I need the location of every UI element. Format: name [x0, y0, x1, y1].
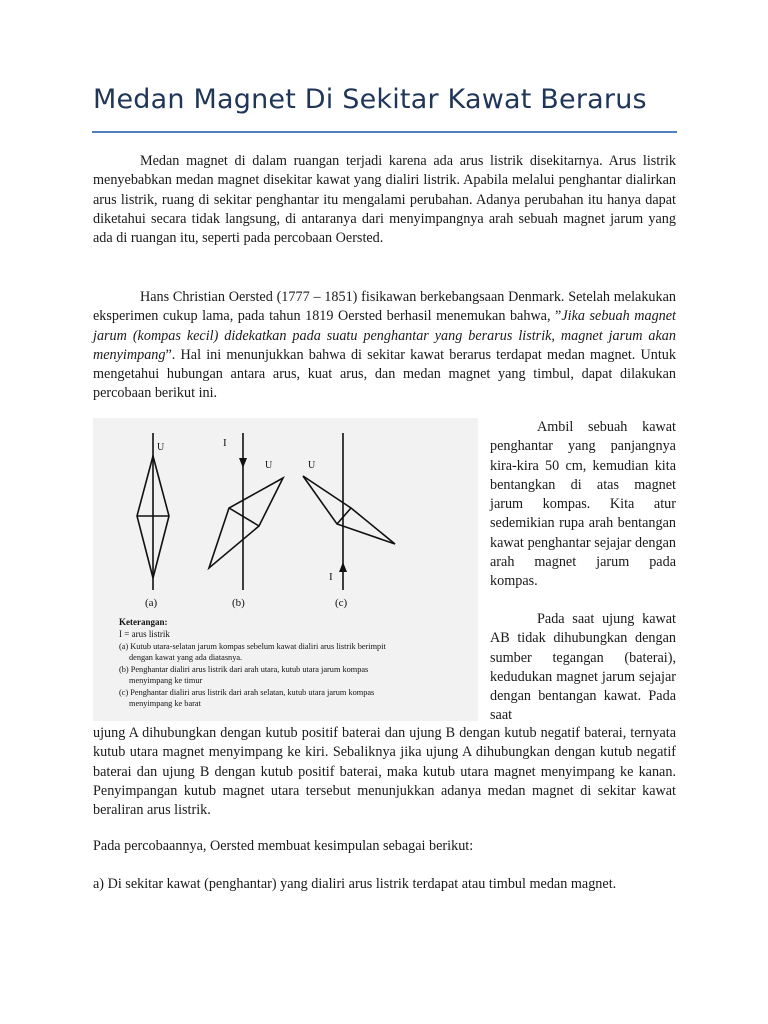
needle-b: [209, 433, 283, 590]
legend-c-line2: menyimpang ke barat: [129, 699, 201, 708]
paragraph-observation: ujung A dihubungkan dengan kutub positif baterai dan ujung B dengan kutub negatif baterai, ternyata kutub utara magnet menyimpang ke kiri. Sebaliknya jika ujung A dihubungkan dengan kutub negatif baterai dan ujung B dengan kutub positif baterai, maka kutub utara magnet menyimpang ke kanan. Penyimpangan kutub magnet utara tersebut menunjukkan adanya medan magnet di sekitar kawat beraliran arus listrik.: [93, 725, 676, 819]
compass-diagram: [93, 418, 478, 721]
paragraph-intro: Medan magnet di dalam ruangan terjadi karena ada arus listrik disekitarnya. Arus listrik menyebabkan medan magnet disekitar kawat yang dialiri listrik. Apabila melalui penghantar dialirkan arus listrik, ruang di sekitar penghantar itu mengalami perubahan. Adanya perubahan itu hanya dapat diketahui secara tidak langsung, di antaranya dari menyimpangnya arah sebuah magnet jarum yang ada di ruangan itu, seperti pada percobaan Oersted.: [93, 153, 676, 247]
label-i-b: I: [223, 437, 227, 449]
label-a: (a): [145, 597, 158, 609]
legend-a-line1: (a) Kutub utara-selatan jarum kompas sebelum kawat dialiri arus listrik berimpit: [119, 642, 386, 651]
current-arrow-b: [239, 458, 247, 468]
legend-c-line1: (c) Penghantar dialiri arus listrik dari arah selatan, kutub utara jarum kompas: [119, 688, 375, 697]
needle-c: [303, 433, 395, 590]
paragraph-setup: Ambil sebuah kawat penghantar yang panjangnya kira-kira 50 cm, kemudian kita bentangkan di atas magnet jarum kompas. Kita atur sedemikian rupa arah bentangan kawat penghantar sejajar dengan arah magnet jarum pada kompas.: [490, 419, 676, 590]
label-u-c: U: [308, 460, 316, 471]
conclusion-item-a: a) Di sekitar kawat (penghantar) yang dialiri arus listrik terdapat atau timbul medan magnet.: [93, 876, 617, 892]
legend-a-line2: dengan kawat yang ada diatasnya.: [129, 653, 243, 662]
title-underline: [92, 131, 677, 133]
page-title: Medan Magnet Di Sekitar Kawat Berarus: [93, 84, 647, 115]
label-c: (c): [335, 597, 348, 609]
legend-current: I = arus listrik: [119, 629, 170, 639]
oersted-text-end: ”. Hal ini menunjukkan bahwa di sekitar kawat berarus terdapat medan magnet. Untuk mengetahui hubungan antara arus, kuat arus, dan medan magnet yang timbul, dapat dilakukan percobaan berikut ini.: [93, 346, 676, 402]
legend-b-line2: menyimpang ke timur: [129, 676, 203, 685]
current-arrow-c: [339, 562, 347, 572]
paragraph-conclusion-intro: Pada percobaannya, Oersted membuat kesimpulan sebagai berikut:: [93, 838, 474, 854]
paragraph-oersted: [93, 288, 676, 404]
oersted-text-start: Hans Christian Oersted (1777 – 1851) fisikawan berkebangsaan Denmark. Setelah melakukan eksperimen cukup lama, pada tahun 1819 Oersted berhasil menemukan bahwa, ”: [93, 289, 676, 325]
oersted-figure: [93, 418, 478, 721]
paragraph-observation-start: Pada saat ujung kawat AB tidak dihubungkan dengan sumber tegangan (baterai), kedudukan magnet jarum sejajar dengan bentangan kawat. Pada saat: [490, 611, 676, 724]
legend-b-line1: (b) Penghantar dialiri arus listrik dari arah utara, kutub utara jarum kompas: [119, 665, 369, 674]
oersted-quote: Jika sebuah magnet jarum (kompas kecil) didekatkan pada suatu penghantar yang berarus listrik, magnet jarum akan menyimpang: [93, 308, 676, 363]
legend-title: Keterangan:: [119, 617, 168, 627]
needle-a: [137, 433, 169, 590]
label-i-c: I: [329, 571, 333, 583]
label-u-b: U: [265, 460, 273, 471]
label-u-a: U: [157, 442, 165, 453]
label-b: (b): [232, 597, 245, 609]
